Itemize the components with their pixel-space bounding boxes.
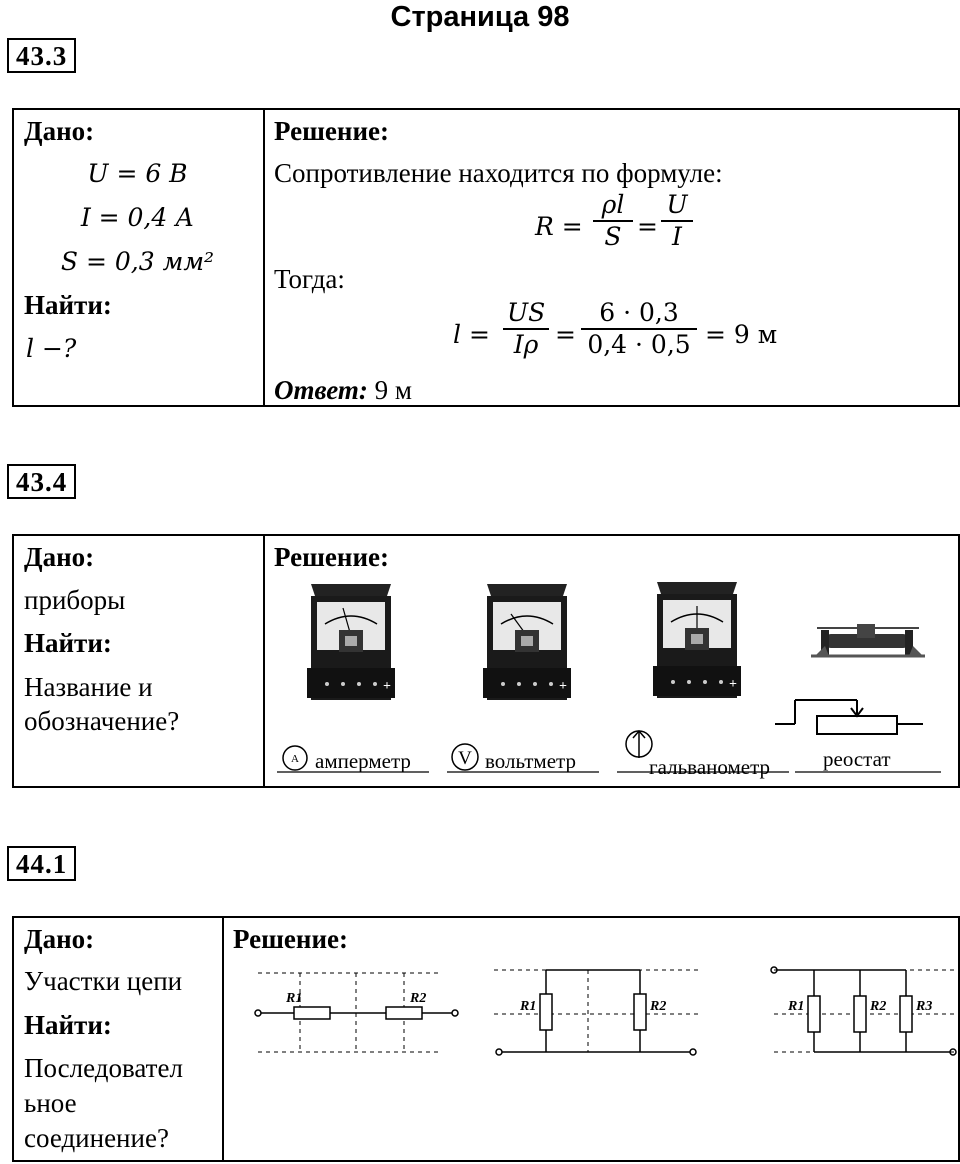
problem-43-3-table — [12, 108, 960, 407]
formula-1-equals: = — [637, 212, 658, 241]
answer-value: 9 м — [374, 375, 412, 405]
svg-text:V: V — [458, 748, 472, 769]
problem-number-43-4: 43.4 — [7, 464, 76, 499]
given-circuit-sections: Участки цепи — [24, 966, 183, 996]
solution-column — [265, 536, 958, 786]
series-circuit-diagram — [255, 973, 458, 1052]
svg-text:+: + — [729, 677, 737, 692]
fraction-denominator: S — [604, 222, 622, 251]
formula-2-result: = 9 м — [705, 320, 778, 349]
resistor-label: R1 — [286, 991, 303, 1006]
find-line-2: ьное — [24, 1088, 77, 1118]
resistor-label: R1 — [520, 999, 537, 1014]
resistor-label: R3 — [916, 999, 933, 1014]
rheostat-label: реостат — [823, 747, 891, 771]
find-label: Найти: — [24, 1010, 112, 1040]
page-title: Страница 98 — [390, 1, 570, 33]
resistor-label: R1 — [788, 999, 805, 1014]
formula-2-equals: = — [555, 320, 576, 349]
ammeter-device-icon — [307, 584, 395, 700]
fraction-denominator: 0,4 · 0,5 — [587, 330, 691, 359]
ammeter-symbol-icon — [283, 746, 307, 770]
voltmeter-label: вольтметр — [485, 749, 576, 773]
rheostat-symbol-icon — [775, 700, 923, 734]
given-column — [14, 110, 265, 405]
parallel-two-circuit-diagram — [494, 970, 698, 1055]
ammeter-label: амперметр — [315, 749, 411, 773]
find-line-1: Последовател — [24, 1053, 183, 1083]
parallel-three-circuit-diagram — [771, 967, 958, 1055]
find-label: Найти: — [24, 290, 112, 320]
solution-text-formula: Сопротивление находится по формуле: — [274, 158, 723, 188]
problem-number-43-3: 43.3 — [7, 38, 76, 73]
fraction-numerator: ρl — [593, 190, 633, 222]
solution-label: Решение: — [233, 924, 348, 954]
galvanometer-device-icon — [653, 582, 741, 698]
fraction-numerator: US — [503, 298, 549, 330]
voltmeter-symbol-icon — [452, 744, 478, 770]
given-label: Дано: — [24, 542, 95, 572]
find-value: l −? — [26, 334, 77, 363]
circuit-diagrams — [224, 918, 958, 1078]
given-area: S = 0,3 мм² — [60, 247, 215, 276]
formula-2-fraction-1 — [503, 298, 549, 360]
solution-column — [265, 110, 958, 405]
given-column — [14, 918, 224, 1160]
answer-label: Ответ: — [274, 375, 368, 405]
given-voltage: U = 6 В — [87, 159, 188, 188]
answer-line — [274, 375, 412, 405]
formula-1-lhs: R = — [535, 212, 583, 241]
find-label: Найти: — [24, 628, 112, 658]
resistor-label: R2 — [650, 999, 667, 1014]
solution-column — [224, 918, 958, 1160]
given-current: I = 0,4 А — [80, 203, 195, 232]
given-label: Дано: — [24, 924, 95, 954]
fraction-numerator: U — [661, 190, 693, 222]
rheostat-device-icon — [811, 624, 925, 656]
svg-text:+: + — [559, 679, 567, 694]
problem-number-44-1: 44.1 — [7, 846, 76, 881]
find-line-3: соединение? — [24, 1123, 169, 1153]
formula-1-fraction-2 — [661, 190, 693, 252]
find-line-2: обозначение? — [24, 706, 180, 736]
formula-2-fraction-2 — [581, 298, 697, 360]
given-column — [14, 536, 265, 786]
galvanometer-symbol-icon — [626, 731, 652, 758]
formula-1-fraction-1 — [593, 190, 633, 252]
resistor-label: R2 — [410, 991, 427, 1006]
svg-text:+: + — [383, 679, 391, 694]
formula-2-lhs: l = — [453, 320, 490, 349]
given-label: Дано: — [24, 116, 95, 146]
problem-43-4-table — [12, 534, 960, 788]
svg-text:A: A — [291, 753, 299, 765]
find-line-1: Название и — [24, 672, 153, 702]
problem-44-1-table — [12, 916, 960, 1162]
fraction-denominator: Iρ — [513, 330, 539, 359]
galvanometer-label: гальванометр — [649, 755, 771, 779]
voltmeter-device-icon — [483, 584, 571, 700]
solution-label: Решение: — [274, 116, 389, 146]
fraction-numerator: 6 · 0,3 — [581, 298, 697, 330]
given-devices: приборы — [24, 585, 126, 615]
solution-label: Решение: — [274, 542, 389, 572]
solution-text-then: Тогда: — [274, 264, 345, 294]
devices-illustration — [265, 536, 955, 786]
fraction-denominator: I — [672, 222, 682, 251]
resistor-label: R2 — [870, 999, 887, 1014]
